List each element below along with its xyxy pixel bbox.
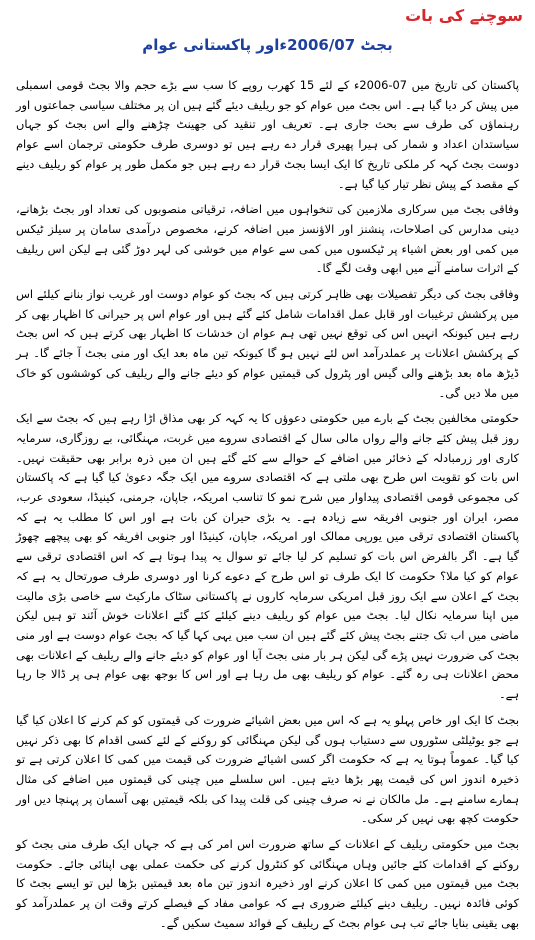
article-paragraph: بجٹ کا ایک اور خاص پہلو یہ ہے کہ اس میں بعض اشیائے ضرورت کی قیمتوں کو کم کرنے کا اعلان کیا گیا ہے جو یوٹیلٹی سٹوروں سے دستیاب ہوں گی لیکن مہنگائی کو روکنے کے لئے کسی اقدام کا بھی ذکر نہیں کیا گیا۔ عموماً ہوتا یہ ہے کہ حکومت اگر کسی اشیائے ضرورت کی قیمت میں کمی کا اعلان کرتی ہے تو ذخیرہ اندوز اس کی قیمت پھر بڑھا دیتے ہیں۔ اس سلسلے میں چینی کی قیمتوں میں اضافے کی مثال ہمارے سامنے ہے۔ مل مالکان نے نہ صرف چینی کی قلت پیدا کی بلکہ قیمتیں بھی آسمان پر پہنچا دیں اور حکومت کچھ بھی نہیں کر سکی۔: [16, 712, 519, 826]
column-title: سوچنے کی بات: [405, 6, 523, 25]
article-paragraph: حکومتی مخالفین بجٹ کے بارے میں حکومتی دعوؤں کا یہ کہہ کر بھی مذاق اڑا رہے ہیں کہ بجٹ سے ایک روز قبل پیش کئے جانے والے رواں مالی سال کے اقتصادی سروے میں غربت، مہنگائی، بے روزگاری، سرمایہ کاری اور زرمبادلہ کے ذخائر میں اضافے کے حوالے سے کئے گئے ہیں ان میں ذرہ برابر بھی حقیقت نہیں۔ اس بات کو تقویت اس طرح بھی ملتی ہے کہ اقتصادی سروے میں ایک جگہ دعویٰ کیا گیا ہے کہ پاکستان کی مجموعی قومی اقتصادی پیداوار میں شرح نمو کا تناسب امریکہ، جاپان، جرمنی، کینیڈا، سعودی عرب، مصر، ایران اور جنوبی افریقہ سے زیادہ ہے۔ یہ بڑی حیران کن بات ہے اور اس کا مطلب یہ ہے کہ پاکستان اقتصادی ترقی میں یورپی ممالک اور امریکہ، جاپان، کینیڈا اور جنوبی افریقہ کو بھی پیچھے چھوڑ گیا ہے۔ اگر بالفرض اس بات کو تسلیم کر لیا جائے تو سوال یہ پیدا ہوتا ہے کہ اس اقتصادی ترقی سے عوام کو کیا ملا؟ حکومت کا ایک طرف تو اس طرح کے دعوے کرنا اور دوسری طرف صورتحال یہ ہے کہ بجٹ کے اعلان سے ایک روز قبل امریکی سرمایہ کاروں نے پاکستانی سٹاک مارکیٹ سے خاصی بڑی مالیت میں اپنا سرمایہ نکال لیا۔ بجٹ میں عوام کو ریلیف دینے کیلئے کئے گئے اعلانات خوش آئند تو ہیں لیکن ماضی میں اب تک جتنے بجٹ پیش کئے گئے ہیں ان سب میں یہی کہا گیا کہ بجٹ عوام دوست ہے اور منی بجٹ کی ضرورت نہیں پڑے گی لیکن ہر بار منی بجٹ آیا اور عوام کو دیئے جانے والے ریلیف کے اعلانات بھی محض اعلانات ہی رہ گئے۔ عوام کو ریلیف بھی مل رہا ہے اور اس کا بوجھ بھی عوام ہی پر ڈالا جا رہا ہے۔: [16, 411, 519, 702]
article-paragraph: بجٹ میں حکومتی ریلیف کے اعلانات کے ساتھ ضرورت اس امر کی ہے کہ جہاں ایک طرف منی بجٹ کو روکنے کے اقدامات کئے جائیں وہاں مہنگائی کو کنٹرول کرنے کی حکمت عملی بھی اپنائی جائے۔ حکومت بجٹ میں قیمتوں میں کمی کا اعلان کرنے اور ذخیرہ اندوز تین ماہ بعد قیمتیں بڑھا لیں تو ایسے بجٹ کا کوئی فائدہ نہیں۔ ریلیف دینے کیلئے ضروری ہے کہ عوامی مفاد کے فیصلے کرتے وقت ان پر عملدرآمد کو بھی یقینی بنایا جائے تب ہی عوام بجٹ کے ریلیف کے فوائد سمیٹ سکیں گے۔: [16, 837, 519, 930]
article-paragraph: وفاقی بجٹ میں سرکاری ملازمین کی تنخواہوں میں اضافہ، ترقیاتی منصوبوں کی تعداد اور بجٹ بڑھانے، دینی مدارس کی اصلاحات، پنشنز اور الاؤنسز میں اضافہ کرنے، مخصوص درآمدی سامان پر سیلز ٹیکس میں کمی اور بعض اشیاء پر ٹیکسوں میں کمی سے عوام میں خوشی کی لہر دوڑ گئی ہے لیکن اس ریلیف کے اثرات سامنے آنے میں ابھی وقت لگے گا۔: [16, 202, 519, 276]
article-paragraph: پاکستان کی تاریخ میں 07-2006ء کے لئے 15 کھرب روپے کا سب سے بڑے حجم والا بجٹ قومی اسمبلی میں پیش کر دیا گیا ہے۔ اس بجٹ میں عوام کو جو ریلیف دیئے گئے ہیں ان پر مختلف سیاسی جماعتوں اور رہنماؤں کی طرف سے بحث جاری ہے۔ تعریف اور تنقید کی جھینٹ چڑھنے والے اس بجٹ کو جہاں سیاستدان اعداد و شمار کی ہیرا پھیری قرار دے رہے ہیں تو دوسری طرف حکومتی ترجمان اسے عوام دوست بجٹ کہہ کر ملکی تاریخ کا ایک ایسا بجٹ قرار دے رہے ہیں جو مکمل طور پر عوام کو ریلیف دینے کے مقصد کے پیش نظر تیار کیا گیا ہے۔: [16, 78, 519, 191]
article-body: [16, 76, 519, 940]
article-paragraph: وفاقی بجٹ کی دیگر تفصیلات بھی ظاہر کرتی ہیں کہ بجٹ کو عوام دوست اور غریب نواز بنانے کیلئے اس میں پرکشش ترغیبات اور قابل عمل اقدامات شامل کئے گئے ہیں اور عوام اس پر حیرانی کا اظہار بھی کر رہے ہیں کیونکہ انہیں اس کی توقع نہیں تھی ہم عوام ان خدشات کا اظہار بھی کرتے ہیں کہ اس بجٹ کے پرکشش اعلانات پر عملدرآمد اس لئے نہیں ہو گا کیونکہ تین ماہ بعد ایک اور منی بجٹ آ جائے گا۔ ہر ڈیڑھ ماہ بعد بڑھنے والی گیس اور پٹرول کی قیمتیں عوام کو دیئے جانے والے ریلیف کی کوششوں کو خاک میں ملا دیں گی۔: [16, 287, 519, 400]
article-headline: بجٹ 2006/07ءاور پاکستانی عوام: [142, 36, 393, 54]
